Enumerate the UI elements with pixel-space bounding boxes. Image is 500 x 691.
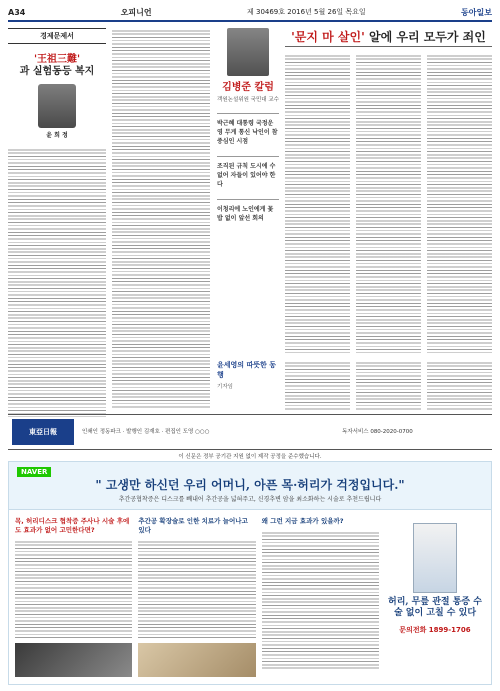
yoon-body [285, 360, 492, 410]
advertisement[interactable] [8, 461, 492, 685]
yoon-column-name: 윤세영의 따뜻한 동행 [217, 361, 276, 379]
ad-text [15, 539, 132, 639]
ad-subline: 추간공협착증은 디스크를 빼내어 추간공을 넓혀주고, 신경추변 암을 최소화하는 시술로 추천드립니다 [118, 496, 382, 503]
economy-column-continued [112, 28, 210, 410]
publisher-notice: 이 신문은 정부 공기관 지원 없이 제작 공정을 준수했습니다. [178, 454, 322, 460]
ad-phone[interactable]: 문의전화 1899-1706 [399, 626, 471, 634]
treatment-image [138, 643, 255, 677]
page-number: A34 [8, 7, 26, 17]
text-column [356, 360, 421, 410]
yoon-column-role: 기자임 [217, 384, 233, 390]
masthead [8, 4, 492, 22]
ad-column-title: 왜 그런 지금 효과가 있을까? [261, 517, 344, 525]
main-column-title-rest: 알에 우리 모두가 죄인 [368, 30, 486, 44]
section-name: 오피니언 [120, 7, 152, 17]
economy-column [8, 28, 106, 410]
ad-text [138, 539, 255, 639]
text-column [427, 360, 492, 410]
ad-column [138, 517, 255, 678]
yoon-column [217, 360, 492, 410]
main-column-title [285, 28, 492, 47]
ad-product-panel[interactable] [385, 517, 485, 678]
author-name: 윤 희 정 [46, 132, 68, 139]
xray-image [15, 643, 132, 677]
product-title: 허리, 무릎 관절 통증 수술 없이 고칠 수 있다 [388, 597, 482, 618]
publisher-info [8, 414, 492, 450]
pull-quote: 박근혜 대통령 국정운영 무게 통신 낙인이 참 중심인 시점 [217, 113, 279, 146]
article-body [8, 147, 106, 417]
kim-column-sidebar [217, 28, 279, 358]
issue-info: 제 30469호 2016년 5월 26일 목요일 [247, 8, 366, 16]
book-image [413, 523, 457, 593]
column-title-rest: 과 실험동등 복지 [19, 66, 95, 77]
ad-text [262, 530, 379, 670]
reader-service-phone: 독자서비스 080-2020-0700 [342, 428, 413, 435]
ad-column-title: 추간공 확장술로 인한 치료가 늘어나고 있다 [138, 517, 248, 534]
pull-quote: 이청리에 노인에게 꽃 밥 없이 앞선 회의 [217, 199, 279, 223]
columnist-photo [227, 28, 269, 76]
main-column [285, 28, 492, 358]
text-column [285, 360, 350, 410]
ad-body [9, 511, 491, 684]
columnist-name: 김병준 칼럼 [222, 82, 274, 93]
naver-badge: NAVER [17, 467, 51, 477]
column-title-highlight: '王祖三難' [33, 54, 81, 65]
text-column [356, 53, 421, 353]
column-title [8, 54, 106, 78]
text-column [285, 53, 350, 353]
newspaper-logo: 東亞日報 [12, 419, 74, 445]
brand-name: 동아일보 [461, 7, 492, 17]
ad-column-title: 목, 허리디스크 협착증 주사나 시술 후에도 효과가 없어 고민한다면? [15, 517, 130, 534]
text-column [427, 53, 492, 353]
main-column-title-quote: '문지 마 살인' [291, 30, 365, 44]
columnist-role: 객원논설위원 국민대 교수 [217, 97, 279, 103]
author-photo [38, 84, 76, 128]
ad-headline: " 고생만 하신던 우리 어머니, 아픈 목·허리가 걱정입니다." [95, 478, 405, 492]
ad-header [9, 462, 491, 510]
pull-quote: 조직된 규칙 도시에 수 없어 자들이 있어야 한다 [217, 156, 279, 189]
ad-column [262, 517, 379, 678]
main-column-body [285, 53, 492, 353]
publisher-text: 인쇄인 정동파크 · 발행인 김재호 · 편집인 도영 ○○○ [82, 428, 210, 435]
ad-column [15, 517, 132, 678]
yoon-label [217, 360, 279, 390]
column-header: 경제문제서 [8, 28, 106, 44]
